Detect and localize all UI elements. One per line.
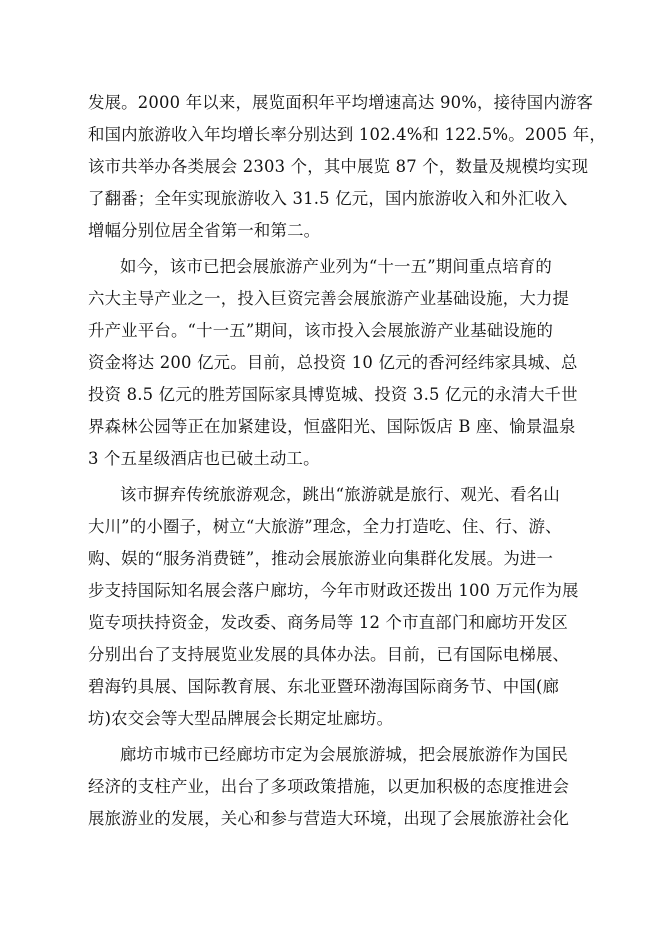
paragraph-first-line: 该市摒弃传统旅游观念，跳出“旅游就是旅行、观光、看名山: [120, 485, 560, 504]
text-line: 大川”的小圈子，树立“大旅游”理念，全力打造吃、住、行、游、: [88, 517, 562, 536]
text-line: 和国内旅游收入年均增长率分别达到 102.4%和 122.5%。2005 年，: [88, 125, 606, 144]
text-line: 发展。2000 年以来，展览面积年平均增速高达 90%，接待国内游客: [88, 93, 594, 112]
paragraph-first-line: 廊坊市城市已经廊坊市定为会展旅游城，把会展旅游作为国民: [120, 745, 568, 764]
text-line: 界森林公园等正在加紧建设，恒盛阳光、国际饭店 B 座、愉景温泉: [88, 417, 576, 436]
text-line: 展旅游业的发展，关心和参与营造大环境，出现了会展旅游社会化: [88, 809, 570, 828]
text-line: 购、娱的“服务消费链”，推动会展旅游业向集群化发展。为进一: [88, 549, 554, 568]
text-line: 碧海钓具展、国际教育展、东北亚暨环渤海国际商务节、中国(廊: [88, 677, 560, 696]
text-line: 经济的支柱产业，出台了多项政策措施，以更加积极的态度推进会: [88, 777, 570, 796]
text-line: 坊)农交会等大型品牌展会长期定址廊坊。: [88, 709, 394, 728]
text-line: 升产业平台。“十一五”期间，该市投入会展旅游产业基础设施的: [88, 321, 554, 340]
text-line: 增幅分别位居全省第一和第二。: [88, 221, 321, 240]
text-line: 览专项扶持资金，发改委、商务局等 12 个市直部门和廊坊开发区: [88, 613, 569, 632]
paragraph-first-line: 如今，该市已把会展旅游产业列为“十一五”期间重点培育的: [120, 257, 552, 276]
text-line: 六大主导产业之一，投入巨资完善会展旅游产业基础设施，大力提: [88, 289, 570, 308]
text-line: 该市共举办各类展会 2303 个，其中展览 87 个，数量及规模均实现: [88, 157, 589, 176]
text-line: 资金将达 200 亿元。目前，总投资 10 亿元的香河经纬家具城、总: [88, 353, 578, 372]
text-line: 了翻番；全年实现旅游收入 31.5 亿元，国内旅游收入和外汇收入: [88, 189, 568, 208]
text-line: 投资 8.5 亿元的胜芳国际家具博览城、投资 3.5 亿元的永清大千世: [88, 385, 578, 404]
text-line: 分别出台了支持展览业发展的具体办法。目前，已有国际电梯展、: [88, 645, 570, 664]
text-line: 3 个五星级酒店也已破土动工。: [88, 449, 320, 468]
text-line: 步支持国际知名展会落户廊坊，今年市财政还拨出 100 万元作为展: [88, 581, 579, 600]
